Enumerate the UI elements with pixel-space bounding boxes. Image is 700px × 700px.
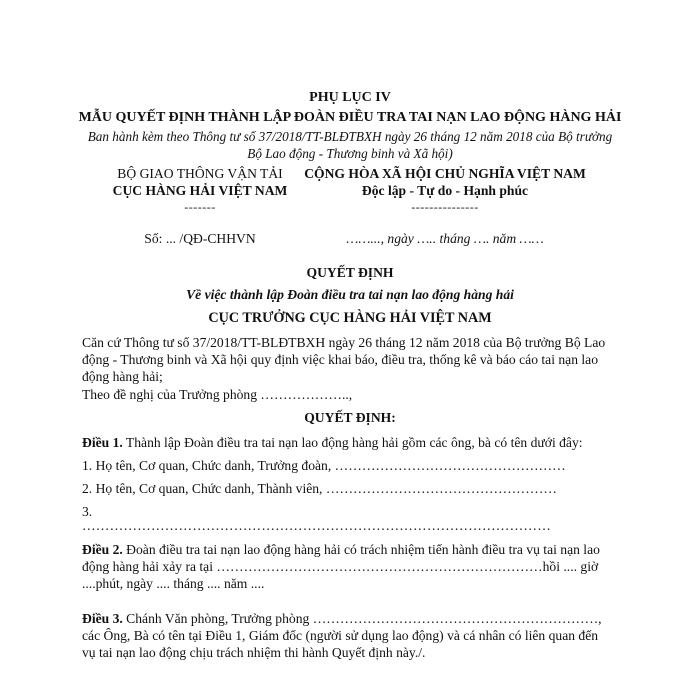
ministry-name: BỘ GIAO THÔNG VẬN TẢI <box>117 166 283 181</box>
article-1-text: Thành lập Đoàn điều tra tai nạn lao động hàng hải gồm các ông, bà có tên dưới đây: <box>122 435 583 450</box>
national-motto: Độc lập - Tự do - Hạnh phúc <box>361 183 529 198</box>
agency-name: CỤC HÀNG HẢI VIỆT NAM <box>112 183 288 198</box>
article-3-label: Điều 3. <box>82 611 123 626</box>
decision-subject: Về việc thành lập Đoàn điều tra tai nạn lao động hàng hải <box>186 287 514 302</box>
article-2-text: Đoàn điều tra tai nạn lao động hàng hải có trách nhiệm tiến hành điều tra vụ tai nạn lao động hàng hải xảy ra tại ………………………………………………………………hồi .... giờ ....phút, ngày .... tháng .... năm .... <box>82 542 600 591</box>
appendix-note: Ban hành kèm theo Thông tư số 37/2018/TT-BLĐTBXH ngày 26 tháng 12 năm 2018 của Bộ trưởng Bộ Lao động - Thương binh và Xã hội) <box>87 129 613 161</box>
left-dashes: ------- <box>184 200 216 214</box>
article-3-text: Chánh Văn phòng, Trưởng phòng ………………………………………………………, các Ông, Bà có tên tại Điều 1, Giám đốc (người sử dụng lao động) và cá nhân có liên quan đến vụ tai nạn lao động chịu trách nhiệm thi hành Quyết định này./. <box>82 611 602 660</box>
member-3-label: 3. <box>82 504 93 519</box>
nation-name: CỘNG HÒA XÃ HỘI CHỦ NGHĨA VIỆT NAM <box>304 166 586 181</box>
member-3-dots: ………………………………………………………………………………………… <box>82 518 551 533</box>
document-number: Số: ... /QĐ-CHHVN <box>144 231 256 246</box>
article-3 <box>82 610 612 661</box>
decides-heading: QUYẾT ĐỊNH: <box>304 410 396 425</box>
right-dashes: --------------- <box>411 200 479 214</box>
article-2-label: Điều 2. <box>82 542 123 557</box>
nation-header <box>300 165 590 247</box>
legal-basis-2: Theo đề nghị của Trưởng phòng ……………….., <box>82 387 353 402</box>
member-1-line: 1. Họ tên, Cơ quan, Chức danh, Trưởng đoàn, …………………………………………… <box>82 458 566 473</box>
appendix-title: PHỤ LỤC IV <box>309 90 391 105</box>
decision-title: QUYẾT ĐỊNH <box>306 265 394 280</box>
member-2-line: 2. Họ tên, Cơ quan, Chức danh, Thành viên, …………………………………………… <box>82 481 557 496</box>
article-1 <box>82 434 612 451</box>
article-2 <box>82 541 612 592</box>
document-date: ……..., ngày ….. tháng …. năm …… <box>346 231 544 246</box>
appendix-subtitle: MẪU QUYẾT ĐỊNH THÀNH LẬP ĐOÀN ĐIỀU TRA TAI NẠN LAO ĐỘNG HÀNG HẢI <box>78 110 622 125</box>
issuer-header <box>70 165 330 247</box>
decision-authority: CỤC TRƯỞNG CỤC HÀNG HẢI VIỆT NAM <box>208 310 492 326</box>
legal-basis-1: Căn cứ Thông tư số 37/2018/TT-BLĐTBXH ngày 26 tháng 12 năm 2018 của Bộ trưởng Bộ Lao động - Thương binh và Xã hội quy định việc khai báo, điều tra, thống kê và báo cáo tai nạn lao động hàng hải; <box>82 335 606 384</box>
article-1-label: Điều 1. <box>82 435 123 450</box>
